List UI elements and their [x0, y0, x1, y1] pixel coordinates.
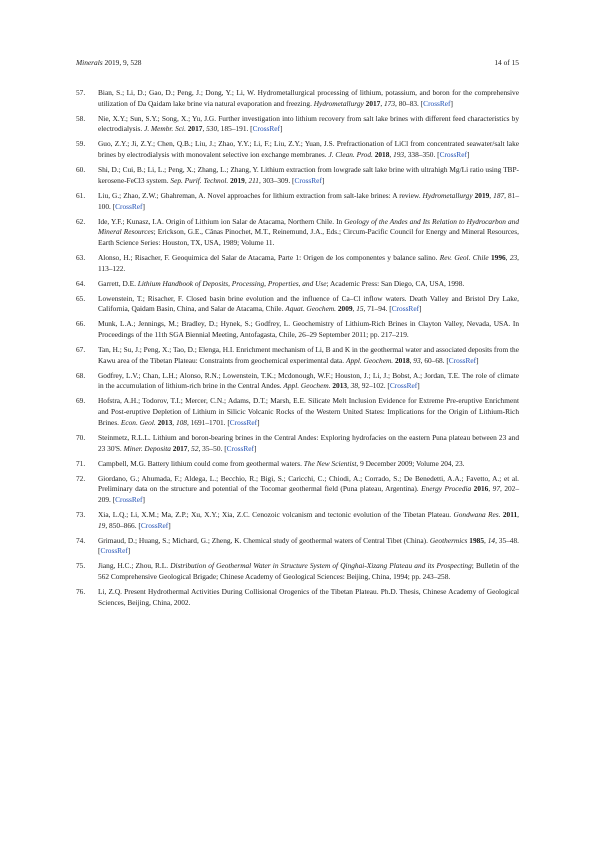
- reference-text: [98, 459, 464, 468]
- crossref-link[interactable]: CrossRef: [389, 381, 418, 391]
- reference-italic: Lithium Handbook of Deposits, Processing, Properties, and Use: [137, 278, 327, 288]
- reference-number: 58.: [76, 113, 86, 123]
- reference-number: 62.: [76, 216, 86, 226]
- reference-number: 63.: [76, 252, 86, 262]
- reference-italic: Distribution of Geothermal Water in Structure System of Qinghai-Xizang Plateau and its Prospecting: [170, 561, 472, 571]
- reference-item: [76, 279, 519, 290]
- reference-item: [76, 371, 519, 392]
- reference-year: 2016: [473, 484, 489, 494]
- reference-segment: , 202–209. [: [98, 484, 520, 504]
- reference-text: [98, 433, 519, 453]
- reference-segment: Bian, S.; Li, D.; Gao, D.; Peng, J.; Dong, Y.; Li, W. Hydrometallurgical processing of lithium, potassium, and boron for the comprehensive utilization of Da Qaidam lake brine via natural evaporation and freezing.: [98, 88, 519, 108]
- reference-italic: Econ. Geol.: [120, 417, 156, 427]
- reference-italic: 93: [413, 355, 421, 365]
- reference-year: 2018: [394, 355, 410, 365]
- reference-segment: , 60–68. [: [420, 355, 449, 365]
- reference-italic: Rev. Geol. Chile: [439, 252, 489, 262]
- reference-segment: ]: [142, 201, 145, 211]
- reference-year: 2018: [374, 150, 390, 160]
- reference-item: [76, 561, 519, 582]
- reference-item: [76, 474, 519, 506]
- reference-italic: 97: [492, 484, 501, 494]
- journal-citation: [76, 58, 142, 67]
- reference-item: [76, 433, 519, 454]
- reference-segment: , 9 December 2009; Volume 204, 23.: [356, 458, 465, 468]
- reference-segment: ,: [172, 417, 176, 427]
- reference-year: 2009: [337, 304, 353, 314]
- reference-segment: ]: [279, 124, 283, 134]
- reference-number: 59.: [76, 139, 86, 149]
- reference-segment: Xia, L.Q.; Li, X.M.; Ma, Z.P.; Xu, X.Y.; Xia, Z.C. Cenozoic volcanism and tectonic evolution of the Tibetan Plateau.: [98, 509, 454, 519]
- reference-year: 2013: [332, 381, 348, 391]
- reference-segment: Guo, Z.Y.; Ji, Z.Y.; Chen, Q.B.; Liu, J.; Zhao, Y.Y.; Li, F.; Liu, Z.Y.; Yuan, J.S. Prefractionation of LiCl from concentrated seawater/salt lake brines by electrodialysis with monovalent selective ion exchange membranes.: [98, 139, 519, 160]
- reference-number: 68.: [76, 370, 86, 380]
- reference-item: [76, 536, 519, 557]
- reference-italic: Aquat. Geochem.: [285, 304, 336, 314]
- reference-segment: Nie, X.Y.; Sun, S.Y.; Song, X.; Yu, J.G. Further investigation into lithium recovery from salt lake brines with different feed characteristics by electrodialysis.: [98, 113, 519, 134]
- crossref-link[interactable]: CrossRef: [448, 355, 477, 365]
- crossref-link[interactable]: CrossRef: [294, 175, 322, 185]
- reference-segment: ,: [517, 509, 519, 519]
- reference-segment: Steinmetz, R.L.L. Lithium and boron-bearing brines in the Central Andes: Exploring hydrofacies on the eastern Puna plateau between 23 and 23 30'S.: [98, 432, 519, 453]
- reference-number: 65.: [76, 293, 86, 303]
- reference-number: 75.: [76, 561, 86, 571]
- reference-italic: 19: [98, 520, 106, 530]
- reference-segment: Munk, L.A.; Jennings, M.; Bradley, D.; Hynek, S.; Godfrey, L. Geochemistry of Lithium-Rich Brines in Clayton Valley, Nevada, USA. In Proceedings of the 11th SGA Biennial Meeting, Antofagasta, Chile, 26–29 September 2011; pp. 217–219.: [98, 319, 519, 340]
- reference-segment: Shi, D.; Cui, B.; Li, L.; Peng, X.; Zhang, L.; Zhang, Y. Lithium extraction from lowgrade salt lake brine with ultrahigh Mg/Li ratio using TBP-kerosene-FeCl3 system.: [98, 165, 519, 185]
- reference-text: [98, 510, 519, 530]
- reference-segment: , 185–191. [: [217, 124, 253, 134]
- reference-year: 1996: [490, 252, 506, 262]
- reference-segment: , 303–309. [: [258, 175, 295, 185]
- crossref-link[interactable]: CrossRef: [252, 124, 280, 134]
- reference-segment: Liu, G.; Zhao, Z.W.; Ghahreman, A. Novel approaches for lithium extraction from salt-lake brines: A review.: [98, 190, 423, 200]
- reference-segment: , 71–94. [: [363, 304, 392, 314]
- reference-year: 2017: [187, 124, 203, 134]
- reference-segment: ,: [244, 175, 249, 185]
- crossref-link[interactable]: CrossRef: [229, 417, 258, 427]
- reference-segment: ]: [419, 304, 422, 314]
- reference-item: [76, 88, 519, 109]
- reference-year: 2011: [502, 509, 518, 519]
- reference-number: 61.: [76, 190, 86, 200]
- reference-segment: , 81–100. [: [98, 190, 520, 211]
- reference-item: [76, 114, 519, 135]
- reference-number: 70.: [76, 432, 86, 442]
- reference-segment: Campbell, M.G. Battery lithium could come from geothermal waters.: [98, 458, 304, 468]
- reference-segment: ,: [489, 190, 494, 200]
- reference-italic: 173: [384, 98, 396, 108]
- reference-italic: Geothermics: [429, 535, 468, 545]
- reference-text: [98, 371, 519, 391]
- reference-italic: 14: [487, 535, 496, 545]
- reference-italic: 108: [175, 417, 187, 427]
- reference-italic: 23: [509, 252, 518, 262]
- reference-segment: ]: [321, 175, 325, 185]
- reference-number: 71.: [76, 458, 86, 468]
- reference-text: [98, 114, 519, 134]
- reference-italic: The New Scientist: [303, 458, 357, 468]
- reference-segment: Grimaud, D.; Huang, S.; Michard, G.; Zheng, K. Chemical study of geothermal waters of Central Tibet (China).: [98, 535, 430, 545]
- crossref-link[interactable]: CrossRef: [115, 494, 143, 504]
- reference-segment: ]: [127, 546, 131, 556]
- reference-text: [98, 474, 519, 504]
- reference-text: [98, 139, 519, 159]
- reference-italic: Appl. Geochem.: [283, 381, 331, 391]
- reference-text: [98, 561, 519, 581]
- reference-number: 74.: [76, 535, 86, 545]
- reference-item: [76, 217, 519, 249]
- reference-italic: 15: [356, 304, 364, 314]
- reference-number: 67.: [76, 345, 86, 355]
- reference-item: [76, 139, 519, 160]
- reference-segment: ,: [488, 484, 493, 494]
- reference-segment: , 338–350. [: [404, 150, 440, 160]
- reference-text: [98, 319, 519, 339]
- reference-italic: 52: [191, 443, 199, 453]
- reference-segment: ,: [352, 304, 357, 314]
- reference-segment: ]: [253, 443, 257, 453]
- reference-segment: ; Erickson, G.E., Cãnas Pinochet, M.T., Reinemund, J.A., Eds.; Circum-Pacific Council for Energy and Mineral Resources, Earth Science Series: Houston, TX, USA, 1989; Volume 11.: [98, 227, 520, 247]
- reference-segment: , 92–102. [: [358, 381, 390, 391]
- reference-number: 69.: [76, 396, 86, 406]
- reference-item: [76, 510, 519, 531]
- crossref-link[interactable]: CrossRef: [391, 304, 420, 314]
- reference-segment: Hofstra, A.H.; Todorov, T.I.; Mercer, C.N.; Adams, D.T.; Marsh, E.E. Silicate Melt Inclusion Evidence for Extreme Pre-eruptive Enrichment and Post-eruptive Depletion of Lithium in Silicic Volcanic Rocks of the Western United States: Implications for the Origin of Lithium-Rich Brines.: [98, 396, 519, 427]
- reference-item: [76, 294, 519, 315]
- page-number: 14 of 15: [494, 58, 519, 67]
- reference-italic: Hydrometallurgy: [313, 98, 364, 108]
- reference-item: [76, 253, 519, 274]
- reference-italic: Appl. Geochem.: [345, 355, 394, 365]
- reference-segment: ]: [142, 494, 145, 504]
- reference-italic: Geology of the Andes and Its Relation to Hydrocarbon and Mineral Resources: [98, 216, 519, 237]
- reference-number: 64.: [76, 278, 86, 288]
- reference-year: 2019: [230, 175, 245, 185]
- crossref-link[interactable]: CrossRef: [140, 520, 169, 530]
- reference-segment: Lowenstein, T.; Risacher, F. Closed basin brine evolution and the influence of Ca–Cl inflow waters. Death Valley and Bristol Dry Lake, California, Qaidam Basin, China, and Salar de Atacama, Chile.: [98, 293, 519, 314]
- reference-segment: Ide, Y.F.; Kunasz, I.A. Origin of Lithium ion Salar de Atacama, Northern Chile. In: [98, 216, 345, 226]
- reference-italic: 187: [493, 190, 505, 200]
- reference-segment: Godfrey, L.V.; Chan, L.H.; Alonso, R.N.; Lowenstein, T.K.; Mcdonough, W.F.; Houston, J.; Li, J.; Bobst, A.; Jordan, T.E. The role of climate in the accumulation of lithium-rich brine in the Central Andes.: [98, 370, 519, 391]
- reference-text: [98, 587, 519, 607]
- reference-italic: Gondwana Res.: [453, 509, 501, 519]
- reference-text: [98, 536, 519, 556]
- reference-number: 60.: [76, 165, 86, 175]
- reference-number: 73.: [76, 509, 86, 519]
- reference-segment: ]: [417, 381, 420, 391]
- reference-segment: ]: [257, 417, 260, 427]
- reference-segment: ]: [476, 355, 479, 365]
- reference-segment: Jiang, H.C.; Zhou, R.L.: [98, 561, 171, 571]
- reference-segment: ,: [380, 98, 384, 108]
- reference-italic: 38: [350, 381, 359, 391]
- reference-italic: J. Clean. Prod.: [328, 150, 373, 160]
- reference-segment: ,: [389, 150, 394, 160]
- reference-year: 2013: [157, 417, 173, 427]
- reference-italic: 193: [393, 150, 405, 160]
- reference-list: [76, 88, 519, 613]
- reference-segment: , 113–122.: [98, 252, 519, 273]
- reference-segment: , 850–866. [: [105, 520, 141, 530]
- reference-italic: 211: [248, 175, 259, 185]
- reference-item: [76, 165, 519, 186]
- reference-item: [76, 459, 519, 470]
- reference-number: 57.: [76, 88, 86, 97]
- reference-item: [76, 345, 519, 366]
- reference-segment: ,: [409, 355, 414, 365]
- reference-number: 76.: [76, 587, 86, 597]
- reference-segment: ]: [450, 98, 453, 108]
- reference-segment: Giordano, G.; Ahumada, F.; Aldega, L.; Becchio, R.; Bigi, S.; Caricchi, C.; Chiodi, A.; Corrado, S.; De Benedetti, A.A.; Favetto, A.; et al. Preliminary data on the structure and potential of the Tocomar geothermal field (Puna plateau, Argentina).: [98, 473, 519, 494]
- reference-segment: , 35–48. [: [98, 535, 519, 556]
- reference-segment: ,: [347, 381, 351, 391]
- reference-item: [76, 587, 519, 608]
- reference-text: [98, 345, 519, 365]
- reference-segment: Tan, H.; Su, J.; Peng, X.; Tao, D.; Elenga, H.I. Enrichment mechanism of Li, B and K in the geothermal water and associated deposits from the Kawu area of the Tibetan Plateau: Constraints from geochemical experimental data.: [98, 345, 519, 365]
- reference-text: [98, 396, 519, 426]
- reference-item: [76, 396, 519, 428]
- crossref-link[interactable]: CrossRef: [115, 201, 143, 211]
- reference-year: 2019: [474, 190, 490, 200]
- crossref-link[interactable]: CrossRef: [439, 150, 467, 160]
- crossref-link[interactable]: CrossRef: [226, 443, 254, 453]
- reference-year: 2017: [365, 98, 381, 108]
- reference-segment: , 1691–1701. [: [186, 417, 230, 427]
- journal-name: Minerals: [76, 58, 103, 67]
- reference-segment: ,: [202, 124, 207, 134]
- reference-item: [76, 191, 519, 212]
- reference-text: [98, 88, 519, 108]
- reference-segment: ,: [483, 535, 488, 545]
- reference-italic: Miner. Deposita: [123, 443, 171, 453]
- reference-segment: ; Bulletin of the 562 Comprehensive Geological Brigade; Chinese Academy of Geological Sciences: Beijing, China, 1994; pp. 243–258.: [98, 561, 519, 582]
- reference-segment: , 35–50. [: [198, 443, 227, 453]
- running-header: [76, 58, 519, 70]
- reference-text: [98, 217, 519, 247]
- reference-segment: ,: [187, 443, 192, 453]
- reference-segment: ]: [168, 520, 171, 530]
- reference-text: [98, 294, 519, 314]
- reference-text: [98, 191, 519, 211]
- reference-number: 66.: [76, 319, 86, 329]
- reference-year: 2017: [172, 443, 188, 453]
- reference-segment: ,: [505, 252, 510, 262]
- reference-segment: ]: [466, 150, 470, 160]
- reference-segment: , 80–83. [: [395, 98, 424, 108]
- reference-italic: J. Membr. Sci.: [144, 124, 186, 134]
- reference-italic: Sep. Purif. Technol.: [170, 175, 229, 185]
- reference-italic: 530: [206, 124, 218, 134]
- reference-italic: Energy Procedia: [421, 484, 472, 494]
- reference-segment: Garrett, D.E.: [98, 278, 138, 288]
- reference-text: [98, 279, 464, 288]
- reference-item: [76, 319, 519, 340]
- journal-volume: 2019, 9, 528: [104, 58, 142, 67]
- crossref-link[interactable]: CrossRef: [423, 98, 451, 108]
- reference-italic: Hydrometallurgy: [422, 190, 473, 200]
- reference-text: [98, 253, 519, 273]
- reference-segment: ; Academic Press: San Diego, CA, USA, 1998.: [326, 278, 465, 288]
- reference-text: [98, 165, 519, 185]
- reference-segment: Li, Z.Q. Present Hydrothermal Activities During Collisional Orogenics of the Tibetan Plateau. Ph.D. Thesis, Chinese Academy of Geological Sciences, Beijing, China, 2002.: [98, 587, 519, 607]
- crossref-link[interactable]: CrossRef: [100, 546, 128, 556]
- reference-number: 72.: [76, 473, 86, 483]
- reference-year: 1985: [469, 535, 484, 545]
- reference-segment: Alonso, H.; Risacher, F. Geoquimica del Salar de Atacama, Parte 1: Origen de los componentes y balance salino.: [98, 252, 440, 262]
